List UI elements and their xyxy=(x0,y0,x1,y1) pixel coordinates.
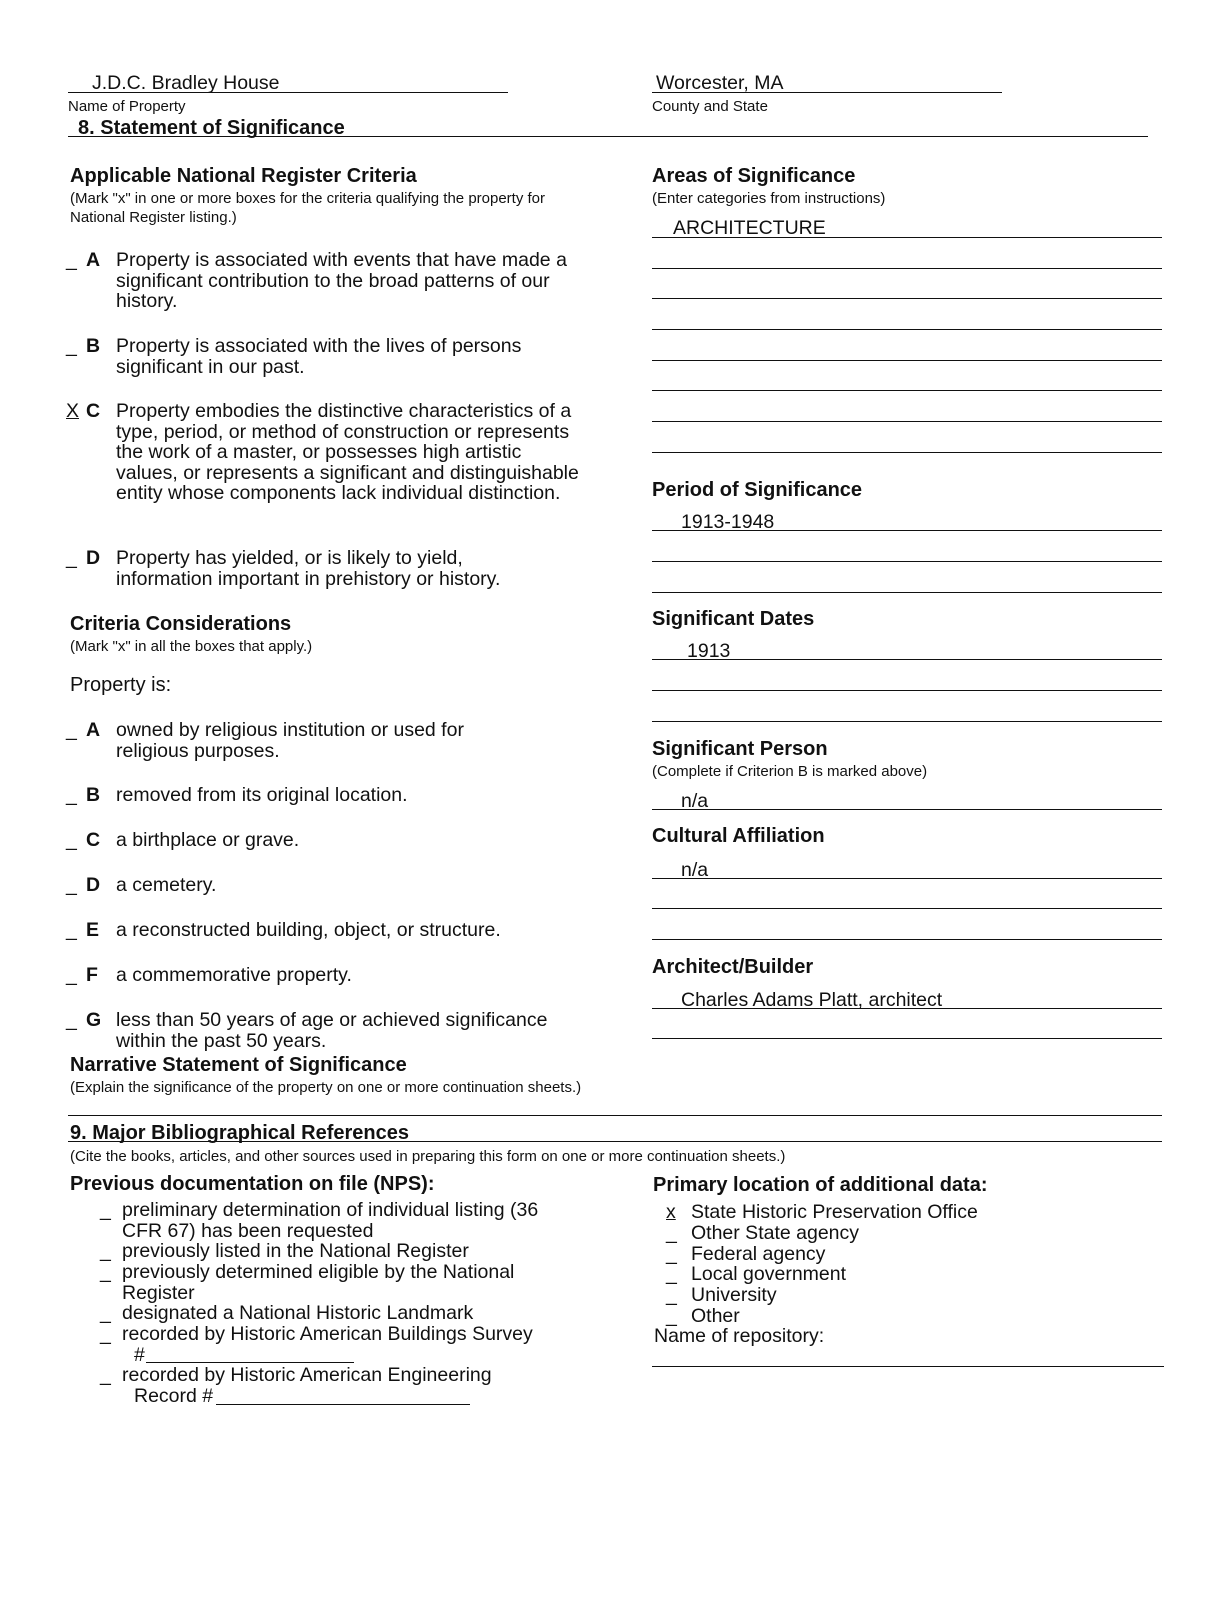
criterion-d-text: Property has yielded, or is likely to yield, information important in prehistory or history. xyxy=(116,547,501,590)
consideration-a-text: owned by religious institution or used for religious purposes. xyxy=(116,719,464,762)
primary-item-1 xyxy=(666,1202,1066,1223)
section8-rule xyxy=(68,136,1148,137)
criterion-c xyxy=(66,401,586,504)
previous-item-4-mark[interactable]: _ xyxy=(100,1302,111,1324)
previous-heading: Previous documentation on file (NPS): xyxy=(70,1173,435,1195)
primary-item-5-text: University xyxy=(691,1284,777,1306)
repository-label: Name of repository: xyxy=(654,1325,825,1347)
county-state-line xyxy=(652,92,1002,93)
criterion-a-text: Property is associated with events that have made a significant contribution to the broad patterns of our history. xyxy=(116,249,567,312)
consideration-b xyxy=(66,785,586,806)
criterion-b-letter: B xyxy=(86,335,101,357)
previous-item-3 xyxy=(100,1262,570,1303)
previous-item-4 xyxy=(100,1303,570,1324)
consideration-g xyxy=(66,1010,586,1051)
areas-line-8 xyxy=(652,452,1162,453)
areas-value: ARCHITECTURE xyxy=(673,217,826,239)
consideration-b-mark[interactable]: _ xyxy=(66,784,77,806)
consideration-e-mark[interactable]: _ xyxy=(66,919,77,941)
primary-item-2-mark[interactable]: _ xyxy=(666,1222,677,1244)
property-name-label: Name of Property xyxy=(68,98,186,115)
habs-number-line[interactable] xyxy=(146,1362,354,1363)
consideration-e xyxy=(66,920,586,941)
criterion-b-text: Property is associated with the lives of persons significant in our past. xyxy=(116,335,522,378)
consideration-f-mark[interactable]: _ xyxy=(66,964,77,986)
primary-item-4-mark[interactable]: _ xyxy=(666,1263,677,1285)
cultural-value: n/a xyxy=(681,859,709,881)
primary-item-2 xyxy=(666,1223,1066,1244)
consideration-d xyxy=(66,875,586,896)
criteria-instructions: (Mark "x" in one or more boxes for the criteria qualifying the property for National Register listing.) xyxy=(70,190,546,226)
primary-item-1-mark[interactable]: x xyxy=(666,1201,676,1223)
criterion-c-text: Property embodies the distinctive characteristics of a type, period, or method of construction or represents the work of a master, or possesses high artistic values, or represents a significant and distinguishable entity whose components lack individual distinction. xyxy=(116,400,579,504)
previous-item-2-text: previously listed in the National Register xyxy=(122,1240,469,1262)
cultural-line-2 xyxy=(652,908,1162,909)
previous-item-1-text: preliminary determination of individual listing (36 CFR 67) has been requested xyxy=(122,1199,539,1242)
criterion-d-letter: D xyxy=(86,547,101,569)
criterion-d-mark[interactable]: _ xyxy=(66,547,77,569)
period-line-3 xyxy=(652,592,1162,593)
section9-rule xyxy=(68,1141,1162,1142)
consideration-g-mark[interactable]: _ xyxy=(66,1009,77,1031)
haer-record-label: Record # xyxy=(134,1385,214,1407)
previous-item-6-mark[interactable]: _ xyxy=(100,1364,111,1386)
criterion-c-letter: C xyxy=(86,400,101,422)
consideration-d-letter: D xyxy=(86,874,101,896)
person-instructions: (Complete if Criterion B is marked above) xyxy=(652,763,928,780)
section9-title: 9. Major Bibliographical References xyxy=(70,1122,409,1144)
criterion-a xyxy=(66,250,586,312)
areas-line-6 xyxy=(652,390,1162,391)
criterion-a-mark[interactable]: _ xyxy=(66,249,77,271)
consideration-f-letter: F xyxy=(86,964,98,986)
consideration-b-letter: B xyxy=(86,784,101,806)
previous-item-6-text: recorded by Historic American Engineering xyxy=(122,1364,492,1386)
property-is-label: Property is: xyxy=(70,674,172,696)
previous-item-4-text: designated a National Historic Landmark xyxy=(122,1302,474,1324)
considerations-heading: Criteria Considerations xyxy=(70,613,292,635)
primary-item-4-text: Local government xyxy=(691,1263,847,1285)
property-name-value: J.D.C. Bradley House xyxy=(92,72,280,94)
section9-instructions: (Cite the books, articles, and other sources used in preparing this form on one or more continuation sheets.) xyxy=(70,1148,786,1165)
areas-heading: Areas of Significance xyxy=(652,165,856,187)
previous-item-2-mark[interactable]: _ xyxy=(100,1240,111,1262)
areas-line-4 xyxy=(652,329,1162,330)
person-value: n/a xyxy=(681,790,709,812)
person-line xyxy=(652,809,1162,810)
areas-line-7 xyxy=(652,421,1162,422)
property-name-line xyxy=(68,92,508,93)
architect-value: Charles Adams Platt, architect xyxy=(681,989,943,1011)
cultural-heading: Cultural Affiliation xyxy=(652,825,825,847)
haer-record-line[interactable] xyxy=(216,1404,470,1405)
primary-item-3-text: Federal agency xyxy=(691,1243,826,1265)
primary-item-6 xyxy=(666,1306,1066,1327)
architect-heading: Architect/Builder xyxy=(652,956,814,978)
cultural-line-3 xyxy=(652,939,1162,940)
previous-item-3-mark[interactable]: _ xyxy=(100,1261,111,1283)
consideration-f-text: a commemorative property. xyxy=(116,964,352,986)
previous-item-2 xyxy=(100,1241,570,1262)
architect-line-2 xyxy=(652,1038,1162,1039)
areas-line-1 xyxy=(652,237,1162,238)
consideration-f xyxy=(66,965,586,986)
consideration-c xyxy=(66,830,586,851)
primary-item-5 xyxy=(666,1285,1066,1306)
county-state-label: County and State xyxy=(652,98,768,115)
primary-item-3-mark[interactable]: _ xyxy=(666,1243,677,1265)
dates-value: 1913 xyxy=(687,640,731,662)
primary-item-3 xyxy=(666,1244,1066,1265)
consideration-a-mark[interactable]: _ xyxy=(66,719,77,741)
dates-line-1 xyxy=(652,659,1162,660)
consideration-g-text: less than 50 years of age or achieved significance within the past 50 years. xyxy=(116,1009,548,1052)
criteria-heading: Applicable National Register Criteria xyxy=(70,165,417,187)
dates-line-3 xyxy=(652,721,1162,722)
primary-item-4 xyxy=(666,1264,1066,1285)
areas-line-5 xyxy=(652,360,1162,361)
areas-line-3 xyxy=(652,298,1162,299)
section8-title: 8. Statement of Significance xyxy=(78,117,345,139)
criterion-b xyxy=(66,336,586,377)
repository-line[interactable] xyxy=(652,1366,1164,1367)
consideration-d-mark[interactable]: _ xyxy=(66,874,77,896)
cultural-line-1 xyxy=(652,878,1162,879)
primary-item-1-text: State Historic Preservation Office xyxy=(691,1201,978,1223)
criterion-b-mark[interactable]: _ xyxy=(66,335,77,357)
consideration-b-text: removed from its original location. xyxy=(116,784,408,806)
areas-instructions: (Enter categories from instructions) xyxy=(652,190,886,207)
previous-item-1 xyxy=(100,1200,570,1241)
dates-heading: Significant Dates xyxy=(652,608,815,630)
previous-item-6 xyxy=(100,1365,570,1386)
criterion-a-letter: A xyxy=(86,249,101,271)
habs-number-label: # xyxy=(134,1344,145,1366)
consideration-d-text: a cemetery. xyxy=(116,874,217,896)
consideration-g-letter: G xyxy=(86,1009,102,1031)
period-value: 1913-1948 xyxy=(681,511,775,533)
period-heading: Period of Significance xyxy=(652,479,863,501)
primary-item-6-text: Other xyxy=(691,1305,740,1327)
previous-item-5 xyxy=(100,1324,570,1345)
previous-item-5-mark[interactable]: _ xyxy=(100,1323,111,1345)
consideration-c-mark[interactable]: _ xyxy=(66,829,77,851)
consideration-e-text: a reconstructed building, object, or structure. xyxy=(116,919,501,941)
period-line-2 xyxy=(652,561,1162,562)
person-heading: Significant Person xyxy=(652,738,828,760)
primary-item-2-text: Other State agency xyxy=(691,1222,860,1244)
architect-line-1 xyxy=(652,1008,1162,1009)
primary-heading: Primary location of additional data: xyxy=(653,1174,988,1196)
period-line-1 xyxy=(652,530,1162,531)
consideration-a-letter: A xyxy=(86,719,101,741)
criterion-c-mark[interactable]: X xyxy=(66,400,80,422)
consideration-c-text: a birthplace or grave. xyxy=(116,829,300,851)
narrative-heading: Narrative Statement of Significance xyxy=(70,1054,407,1076)
dates-line-2 xyxy=(652,690,1162,691)
county-state-value: Worcester, MA xyxy=(656,72,784,94)
considerations-instructions: (Mark "x" in all the boxes that apply.) xyxy=(70,638,313,655)
consideration-e-letter: E xyxy=(86,919,100,941)
areas-line-2 xyxy=(652,268,1162,269)
primary-item-6-mark[interactable]: _ xyxy=(666,1305,677,1327)
previous-item-1-mark[interactable]: _ xyxy=(100,1199,111,1221)
previous-item-5-text: recorded by Historic American Buildings Survey xyxy=(122,1323,533,1345)
narrative-instructions: (Explain the significance of the property on one or more continuation sheets.) xyxy=(70,1079,582,1096)
previous-item-3-text: previously determined eligible by the National Register xyxy=(122,1261,515,1304)
primary-item-5-mark[interactable]: _ xyxy=(666,1284,677,1306)
consideration-a xyxy=(66,720,586,761)
criterion-d xyxy=(66,548,586,589)
consideration-c-letter: C xyxy=(86,829,101,851)
section9-top-rule xyxy=(68,1115,1162,1116)
